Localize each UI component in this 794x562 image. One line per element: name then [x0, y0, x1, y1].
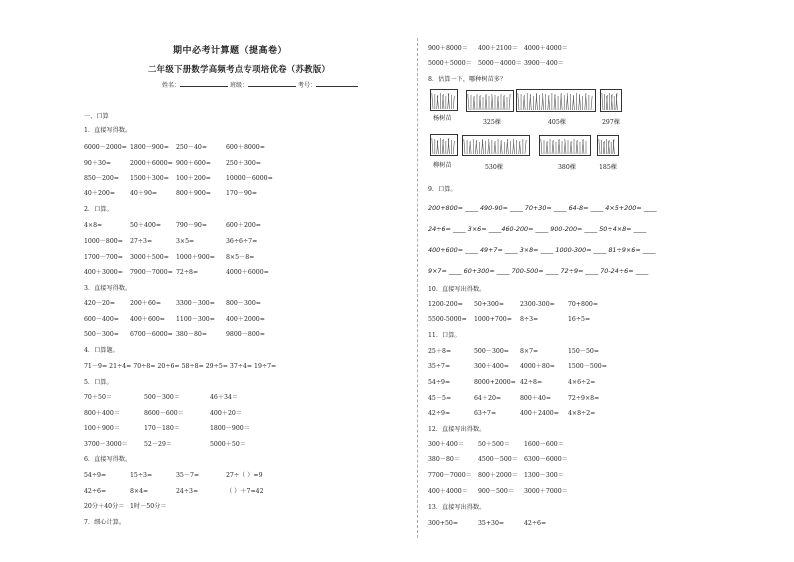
exercise-item: 15÷3= — [130, 472, 153, 479]
exercise-item: 900－500＝ — [478, 488, 514, 495]
exercise-item: 42÷6= — [524, 520, 547, 527]
seedling-stalk — [476, 141, 477, 154]
exercise-item: 4000＋4000＝ — [524, 45, 568, 52]
exercise-item: 72÷9×8= — [568, 395, 600, 402]
exercise-item: 27÷（ ）=9 — [226, 472, 263, 479]
exercise-item: 170－90= — [226, 190, 258, 197]
exercise-item: 300＋400= — [474, 363, 509, 370]
exercise-item: 40＋90= — [130, 190, 158, 197]
heading-text: 1．直接写得数。 — [84, 127, 132, 134]
exercise-item: 70＋50＝ — [84, 394, 113, 401]
exercise-item: 400＋600= — [130, 316, 165, 323]
heading-text: 6．直接写得数。 — [84, 456, 132, 463]
exam-field[interactable] — [316, 86, 358, 87]
poplar-box-1 — [466, 90, 514, 112]
exercise-item: 42÷6= — [84, 488, 107, 495]
exercise-item: 45－5= — [428, 395, 452, 402]
exercise-item: 800＋900= — [176, 190, 211, 197]
seedling-bundle-icon — [601, 90, 621, 111]
willow-box-3 — [597, 135, 619, 156]
willow-label: 柳树苗 — [433, 162, 452, 169]
heading-text: 71－9= 21÷4= 70÷8= 20÷6= 58÷8= 29÷5= 37÷4= 19÷7= — [84, 363, 277, 370]
exercise-item: 5000＋50＝ — [210, 441, 246, 448]
exercise-item: 70+800= — [568, 301, 599, 308]
exercise-item: 4000＋6000= — [226, 269, 269, 276]
student-info — [162, 80, 358, 89]
exercise-item: 7900－7000= — [130, 269, 173, 276]
seedling-stalk — [555, 95, 556, 110]
exercise-item: 25＋8= — [428, 348, 452, 355]
exercise-item: 8000+2000= — [474, 379, 516, 386]
seedling-stalk — [464, 139, 465, 154]
exercise-item: 1800－900= — [130, 144, 169, 151]
handwritten-row: 9×7= ____ 60+300= ____ 700-500= ____ 72÷9= ____ 70-24÷6= ____ — [428, 267, 649, 275]
exercise-item: 1300－300＝ — [524, 472, 564, 479]
name-label: 姓名： — [162, 82, 181, 89]
seedling-stalk — [583, 140, 584, 154]
seedling-stalk — [573, 96, 574, 110]
exercise-item: 800＋2000＝ — [478, 472, 518, 479]
exercise-item: 1600－600＝ — [524, 441, 564, 448]
exercise-item: 150－50= — [568, 348, 600, 355]
seedling-stalk — [518, 93, 519, 110]
exercise-item: 380－80= — [176, 331, 208, 338]
heading-text: 5．口算。 — [84, 379, 113, 386]
exercise-item: 3000＋500= — [130, 254, 169, 261]
seedling-stalk — [509, 94, 510, 110]
seedling-stalk — [432, 93, 433, 109]
exercise-item: 300+50= — [428, 520, 459, 527]
exercise-item: 600＋8000= — [226, 144, 265, 151]
exercise-item: 250＋300= — [226, 160, 261, 167]
exercise-item: 850－200= — [84, 175, 119, 182]
willow-box-1 — [462, 135, 530, 156]
seedling-stalk — [577, 141, 578, 154]
exercise-item: 5000＋5000＝ — [428, 60, 472, 67]
seedling-stalk — [524, 96, 525, 110]
exercise-item: 1000+700= — [474, 316, 512, 323]
exercise-item: 1500－500= — [568, 363, 607, 370]
exercise-item: 100＋900＝ — [84, 425, 120, 432]
exercise-item: 54÷9= — [84, 472, 107, 479]
exercise-item: 4×8÷2= — [568, 410, 596, 417]
exercise-item: 250－40= — [176, 144, 208, 151]
exercise-item: 420－20= — [84, 300, 116, 307]
exercise-item: 3900－400＝ — [524, 60, 564, 67]
seedling-stalk — [559, 140, 560, 154]
exercise-item: 42÷9= — [428, 410, 451, 417]
seedling-stalk — [530, 95, 531, 110]
exercise-item: 40＋200= — [84, 190, 116, 197]
heading-text: 3．直接写得数。 — [84, 285, 132, 292]
exercise-item: 100＋200= — [176, 175, 211, 182]
heading-text: 13．直接写出得数。 — [428, 504, 486, 511]
exercise-item: 500－300= — [84, 331, 119, 338]
poplar-sample-box — [430, 89, 458, 111]
exercise-item: 500－300＝ — [144, 394, 180, 401]
heading-text: 一、口算 — [84, 113, 109, 120]
seedling-stalk — [571, 142, 572, 154]
exercise-item: 3700－3000＝ — [84, 441, 128, 448]
exercise-item: 300＋400＝ — [428, 441, 464, 448]
seedling-stalk — [480, 96, 481, 110]
seedling-stalk — [507, 140, 508, 154]
seedling-stalk — [453, 96, 454, 109]
exercise-item: 1200-200= — [428, 301, 463, 308]
seedling-stalk — [567, 93, 568, 110]
page-title: 期中必考计算题（提高卷） — [173, 46, 288, 56]
exercise-item: 8×5－8= — [226, 254, 255, 261]
exercise-item: 35+30= — [478, 520, 505, 527]
exercise-item: 400＋2400= — [520, 410, 559, 417]
seedling-stalk — [536, 94, 537, 110]
willow-sample-box — [430, 134, 458, 156]
seedling-stalk — [602, 93, 603, 110]
exercise-item: 72÷8= — [176, 269, 199, 276]
seedling-bundle-icon — [517, 90, 595, 111]
exercise-item: 50＋500＝ — [478, 441, 511, 448]
seedling-stalk — [541, 139, 542, 154]
exercise-item: 20分＋40分＝ — [84, 503, 125, 510]
exercise-item: 200＋60= — [130, 300, 162, 307]
handwritten-row: 24÷6= ____ 3×6= ____460-200= ____ 900-200= ____ 50÷4×8= ____ — [428, 225, 647, 233]
exercise-item: 500－300= — [474, 348, 509, 355]
exercise-item: 5000－4000＝ — [478, 60, 522, 67]
exercise-item: 63÷7= — [474, 410, 497, 417]
exercise-item: 9800－800= — [226, 331, 265, 338]
exercise-item: 90＋30= — [84, 160, 112, 167]
exercise-item: 8÷3= — [520, 316, 539, 323]
seedling-stalk — [468, 94, 469, 110]
seedling-stalk — [553, 141, 554, 154]
exercise-item: 400＋4000＝ — [428, 488, 468, 495]
seedling-stalk — [586, 94, 587, 110]
exercise-item: 790－90= — [176, 222, 208, 229]
heading-text: 4．口算题。 — [84, 347, 119, 354]
heading-text: 2．口算。 — [84, 206, 113, 213]
heading-text: 7．细心计算。 — [84, 519, 126, 526]
seedling-bundle-icon — [431, 90, 457, 110]
exercise-item: 52－29＝ — [144, 441, 173, 448]
exercise-item: 4×8= — [84, 222, 103, 229]
exercise-item: 400＋2100＝ — [478, 45, 518, 52]
exercise-item: 2000＋6000= — [130, 160, 173, 167]
exercise-item: 3×5= — [176, 238, 195, 245]
class-label: 班级： — [229, 82, 248, 89]
heading-text: 9．口算。 — [428, 186, 457, 193]
exercise-item: 3000＋7000＝ — [524, 488, 568, 495]
exercise-item: 600＋200= — [226, 222, 261, 229]
exercise-item: 380－80＝ — [428, 456, 461, 463]
exercise-item: 16÷5= — [568, 316, 591, 323]
exercise-item: 800－300= — [226, 300, 261, 307]
exercise-item: 5500-5000= — [428, 316, 467, 323]
seedling-stalk — [482, 140, 483, 154]
exercise-item: 6000－2000= — [84, 144, 127, 151]
exercise-item: 600－400= — [84, 316, 119, 323]
exercise-item: 46＋34＝ — [210, 394, 239, 401]
poplar-count-3: 297棵 — [602, 119, 620, 126]
exercise-item: 3300－300= — [176, 300, 215, 307]
poplar-box-3 — [600, 89, 622, 112]
exercise-item: 8600－600＝ — [144, 410, 184, 417]
exercise-item: （ ）＋7=42 — [226, 488, 264, 495]
exercise-item: 6300－6000＝ — [524, 456, 568, 463]
exercise-item: 36÷6÷7= — [226, 238, 258, 245]
seedling-stalk — [520, 142, 521, 154]
exercise-item: 50＋400= — [130, 222, 162, 229]
page-subtitle: 二年级下册数学高频考点专项培优卷（苏教版） — [148, 64, 331, 74]
willow-count-3: 185棵 — [599, 164, 617, 171]
exercise-item: 400＋3000= — [84, 269, 123, 276]
exercise-item: 6700－6000= — [130, 331, 173, 338]
poplar-label: 杨树苗 — [433, 115, 452, 122]
seedling-stalk — [474, 97, 475, 110]
seedling-stalk — [453, 141, 454, 154]
column-divider — [417, 38, 418, 538]
seedling-stalk — [579, 95, 580, 110]
exercise-item: 900＋8000＝ — [428, 45, 468, 52]
heading-text: 10．直接写出得数。 — [428, 286, 486, 293]
seedling-stalk — [549, 96, 550, 110]
exercise-item: 8×4= — [130, 488, 149, 495]
poplar-count-2: 405棵 — [548, 119, 566, 126]
seedling-stalk — [591, 96, 592, 110]
willow-box-2 — [539, 135, 591, 156]
exercise-item: 1100－300= — [176, 316, 215, 323]
seedling-stalk — [486, 95, 487, 110]
seedling-bundle-icon — [598, 136, 618, 155]
name-field[interactable] — [180, 86, 228, 87]
seedling-bundle-icon — [540, 136, 590, 155]
exercise-item: 35÷7= — [428, 363, 451, 370]
exercise-item: 800＋40= — [520, 395, 552, 402]
seedling-stalk — [525, 140, 526, 154]
seedling-bundle-icon — [467, 91, 513, 111]
exercise-item: 27÷3= — [130, 238, 153, 245]
exercise-item: 800＋400＝ — [84, 410, 120, 417]
exercise-item: 1700－700= — [84, 254, 123, 261]
heading-text: 12．直接写出得数。 — [428, 426, 486, 433]
exercise-item: 1000－800= — [84, 238, 123, 245]
willow-count-2: 380棵 — [558, 164, 576, 171]
exercise-item: 4500－500＝ — [478, 456, 518, 463]
seedling-stalk — [501, 141, 502, 154]
seedling-stalk — [547, 142, 548, 154]
exercise-item: 35－7= — [176, 472, 200, 479]
exercise-item: 4000＋80= — [520, 363, 555, 370]
exercise-item: 4×6÷2= — [568, 379, 596, 386]
exercise-item: 54÷9= — [428, 379, 451, 386]
exercise-item: 24÷3= — [176, 488, 199, 495]
exercise-item: 8×7= — [520, 348, 539, 355]
exercise-item: 2300-300= — [520, 301, 555, 308]
seedling-stalk — [504, 96, 505, 110]
exercise-item: 400＋20＝ — [210, 410, 243, 417]
exercise-item: 7700－7000＝ — [428, 472, 472, 479]
seedling-bundle-icon — [431, 135, 457, 155]
exercise-item: 10000－6000= — [226, 175, 273, 182]
exercise-item: 50+300= — [474, 301, 505, 308]
seedling-stalk — [542, 93, 543, 110]
seedling-stalk — [498, 97, 499, 110]
class-field[interactable] — [248, 86, 296, 87]
exercise-item: 1800－900＝ — [210, 425, 250, 432]
exercise-item: 170－180＝ — [144, 425, 180, 432]
exercise-item: 1时－50分＝ — [130, 503, 167, 510]
handwritten-row: 400+600= ____ 49+7= ____ 3×8= ____ 1000-300= ____ 81÷9×6= ____ — [428, 246, 656, 254]
seedling-bundle-icon — [463, 136, 529, 155]
exercise-item: 400＋2000= — [226, 316, 265, 323]
exercise-item: 1000＋900= — [176, 254, 215, 261]
exercise-item: 64＋20= — [474, 395, 502, 402]
poplar-box-2 — [516, 89, 596, 112]
seedling-stalk — [561, 94, 562, 110]
heading-text: 11．口算。 — [428, 332, 461, 339]
exam-label: 考号： — [297, 82, 316, 89]
exercise-item: 1500＋300= — [130, 175, 169, 182]
heading-text: 8．估算一下，哪种树苗多？ — [428, 76, 507, 83]
handwritten-row: 200+800= ____ 490-90= ____ 70+30= ____ 64-8= ____ 4×5+200= ____ — [428, 204, 657, 212]
willow-count-1: 530棵 — [485, 164, 503, 171]
poplar-count-1: 325棵 — [483, 119, 501, 126]
seedling-stalk — [495, 142, 496, 154]
seedling-stalk — [599, 139, 600, 154]
seedling-stalk — [432, 138, 433, 154]
exercise-item: 900＋600= — [176, 160, 211, 167]
seedling-stalk — [470, 142, 471, 154]
exercise-item: 42÷8= — [520, 379, 543, 386]
